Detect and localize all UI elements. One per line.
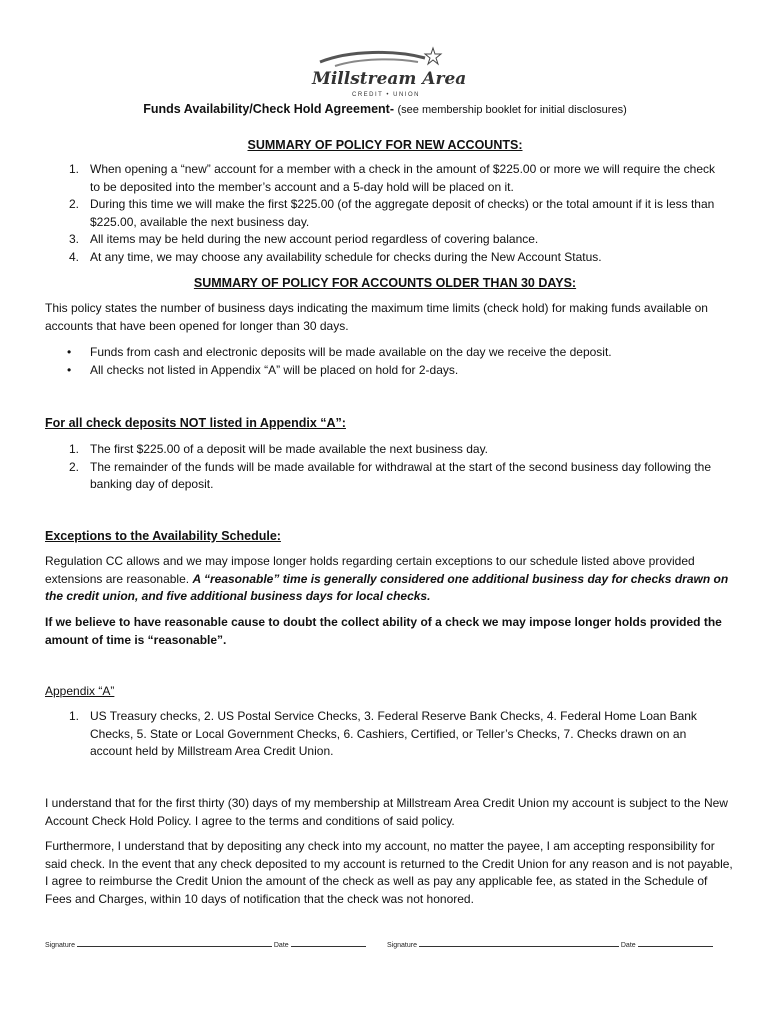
heading-exceptions: Exceptions to the Availability Schedule:	[45, 529, 281, 543]
older-accounts-intro: This policy states the number of business days indicating the maximum time limits (check hold) for making funds available on accounts that have been opened for longer than 30 days.	[45, 301, 708, 333]
date-label: Date	[273, 942, 289, 949]
document-title	[0, 101, 770, 120]
appendix-list	[45, 708, 715, 761]
logo-subtitle: CREDIT • UNION	[352, 92, 420, 98]
list-item: 1. The first $225.00 of a deposit will be made available the next business day.	[69, 442, 489, 456]
list-item: 3. All items may be held during the new account period regardless of covering balance.	[69, 232, 539, 246]
list-item: 1. When opening a “new” account for a member with a check in the amount of $225.00 or more we will require the check to be deposited into the member’s account and a 5-day hold will be placed on it.	[69, 162, 715, 194]
list-item: 2. The remainder of the funds will be made available for withdrawal at the start of the second business day following the banking day of deposit.	[69, 459, 712, 491]
exceptions-bold-paragraph: If we believe to have reasonable cause to doubt the collect ability of a check we may impose longer holds provided the amount of time is “reasonable”.	[45, 615, 722, 647]
heading-older-accounts: SUMMARY OF POLICY FOR ACCOUNTS OLDER THAN 30 DAYS:	[193, 276, 577, 290]
older-accounts-bullets	[45, 344, 715, 379]
logo-graphic	[300, 44, 470, 100]
bullet-item: • Funds from cash and electronic deposits will be made available on the day we receive the deposit.	[67, 345, 612, 359]
acknowledgement-paragraph-2: Furthermore, I understand that by depositing any check into my account, no matter the payee, I am accepting responsibility for said check. In the event that any check deposited to my account is returned to the Credit Union for any reason and is not payable, I agree to reimburse the Credit Union the amount of the check as well as pay any applicable fee, as stated in the Schedule of Fees and Charges, within 10 days of notification that the check was not honored.	[45, 839, 733, 906]
signature-line[interactable]	[77, 940, 272, 947]
heading-new-accounts: SUMMARY OF POLICY FOR NEW ACCOUNTS:	[247, 138, 523, 152]
date-label: Date	[620, 942, 636, 949]
heading-not-listed: For all check deposits NOT listed in Appendix “A”:	[45, 416, 346, 430]
signature-block-2	[387, 940, 713, 949]
date-line[interactable]	[638, 940, 713, 947]
exceptions-text: Regulation CC allows and we may impose longer holds regarding certain exceptions to our schedule listed above provided extensions are reasonable.	[45, 554, 695, 586]
heading-appendix: Appendix “A”	[45, 684, 115, 698]
signature-label: Signature	[387, 942, 417, 949]
new-accounts-list	[45, 161, 715, 266]
date-line[interactable]	[291, 940, 366, 947]
exceptions-emphasis: A “reasonable” time is generally considered one additional business day for checks drawn on the credit union, and five additional business days for local checks.	[45, 571, 729, 603]
title-note: (see membership booklet for initial disclosures)	[397, 104, 627, 116]
signature-block-1	[45, 940, 366, 949]
signature-line[interactable]	[419, 940, 619, 947]
exceptions-paragraph	[45, 553, 735, 606]
credit-union-logo	[300, 44, 470, 100]
not-listed-list	[45, 441, 715, 494]
signature-label: Signature	[45, 942, 75, 949]
bullet-item: • All checks not listed in Appendix “A” will be placed on hold for 2-days.	[67, 362, 459, 377]
list-item: 4. At any time, we may choose any availability schedule for checks during the New Account Status.	[69, 249, 602, 264]
acknowledgement-paragraph-1: I understand that for the first thirty (30) days of my membership at Millstream Area Credit Union my account is subject to the New Account Check Hold Policy. I agree to the terms and conditions of said policy.	[45, 796, 728, 828]
logo-wordmark: Millstream Area	[312, 69, 467, 89]
list-item: 2. During this time we will make the first $225.00 (of the aggregate deposit of checks) or the total amount if it is less than $225.00, available the next business day.	[69, 197, 715, 229]
title-main: Funds Availability/Check Hold Agreement-	[143, 102, 394, 116]
list-item: 1. US Treasury checks, 2. US Postal Service Checks, 3. Federal Reserve Bank Checks, 4. Federal Home Loan Bank Checks, 5. State or Local Government Checks, 6. Cashiers, Certified, or Teller’s Checks, 7. Checks drawn on an account held by Millstream Area Credit Union.	[69, 709, 697, 758]
